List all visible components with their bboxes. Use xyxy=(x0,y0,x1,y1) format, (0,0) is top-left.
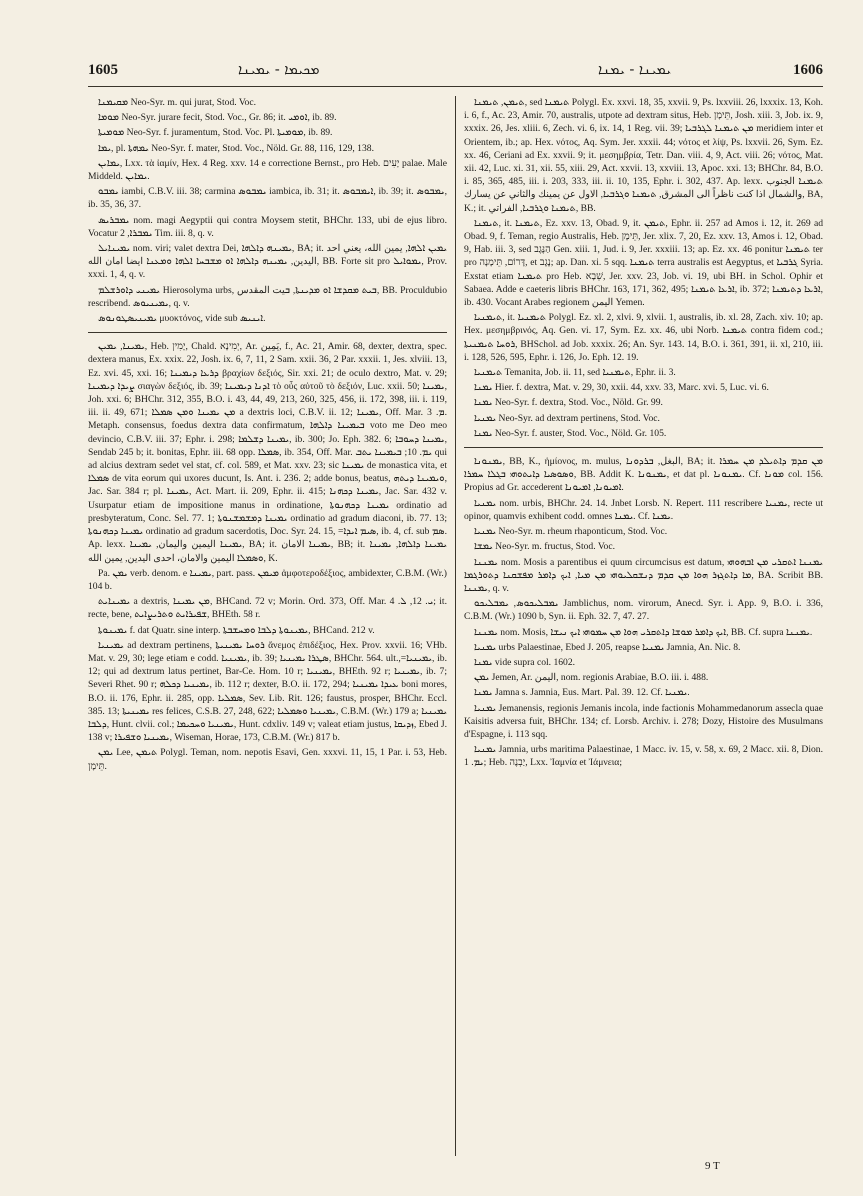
columns xyxy=(88,96,823,1156)
dictionary-entry: ܬܝܡܢܝܐ Temanita, Job. ii. 11, sed ܬܝܡܢܝܐ, Ephr. ii. 3. xyxy=(474,367,676,379)
dictionary-entry: ܡܘܡܝܬܐ Neo-Syr. f. juramentum, Stod. Voc. Pl. ܡܘܡܝܬܐ, ib. 89. xyxy=(98,127,333,139)
page-number-left: 1605 xyxy=(88,61,118,78)
dictionary-entry: ܝܡܢܢܐ nom. Mosis, ܐܝܟ ܕܐܡܪ ܡܘܫܐ ܕܐܬܩܪܝ ܗܘܐ ܡܢ ܚܡܘܗܝ ܐܝܟ ܢܝܫܐ, BB. Cf. supra ܝܡܢܢܐ. xyxy=(474,626,813,638)
dictionary-entry: ܝܡܐܝܢ, Lxx. τὰ ἰαμίν, Hex. 4 Reg. xxv. 14 e correctione Bernst., pro Heb. יָעִים palae. Male Middeld. ܝܡܐܝܢ. xyxy=(88,157,447,183)
dictionary-entry: ܝܡܒܪܝܣ nom. magi Aegyptii qui contra Moysem stetit, BHChr. 133, ubi de ejus libro. Vocatur ܝܡܒܪܐ, 2 Tim. iii. 8, q. v. xyxy=(88,214,447,239)
header-rule xyxy=(88,86,823,87)
dictionary-entry: ܝܡܢܐ Neo-Syr. f. auster, Stod. Voc., Nöld. Gr. 105. xyxy=(474,427,667,439)
dictionary-entry: ܝܡܒܠܝܟܘܣ, ܝܡܒܠܝܟܘ Jamblichus, nom. virorum, Anecd. Syr. i. App. 9, B.O. i. 336, C.B.M. (Wr.) 1090 b, Syn. ii. Eph. 32. 7, 47. 27. xyxy=(464,598,823,623)
dictionary-entry: ܝܡܢܝܐ urbs Palaestinae, Ebed J. 205, reapse ܝܡܢܝܐ Jamnia, An. Nic. 8. xyxy=(474,641,741,653)
dictionary-entry: ܝܡܝܢܘܬܐ f. dat Quatr. sine interp. ܝܡܝܢܘܬܐ ܕܠܒܐ ܘܡܚܫܒܬܐ, BHCand. 212 v. xyxy=(98,624,375,636)
dictionary-entry: ܝܡܢܢܐ nom. Mosis a parentibus ei quum circumcisus est datum, ܝܡܢܢܐ ܐܬܩܪܝ ܡܢ ܐܒܗܘܗܝ ܡܐ ܕܐܬܓܙܪ ܗܘܐ ܡܢ ܩܕܡ ܕܢܫܩܠܝܘܗܝ ܡܢ ܡܝܐ, ܐܝܟ ܕܐܡܪ ܡܦܫܩܢܐ ܕܬܘܪܓܡܐ, BA. Scribit BB. ܝܡܢܢܐ, q. v. xyxy=(464,556,823,594)
dictionary-entry: ܝܡܢܘܢܐ, BB, K., ἡμίονος, m. mulus, البغل, ܒܪܕܘܢܐ, BA; it. ܡܢ ܩܕܡ ܕܐܬܝܠܕ ܡܢ ܚܡܪܐ ܘܣܘܣܝܐ ܕܐܝܬܘܗܝ ܒܓܠܐ ܚܡܪܐ, BB. Addit K. ܝܡܢܘܢܐ, et dat pl. ܝܡܢܘܢܐ. Cf. ܡܘܢܐ col. 156. Propius ad Gr. accederent ܐܡܝܘܢܐ, ܐܡܝܘܢܐ. xyxy=(464,456,823,494)
dictionary-entry: ܝܡܢܐ Hier. f. dextra, Mat. v. 29, 30, xxii. 44, xxv. 33, Marc. xvi. 5, Luc. vi. 6. xyxy=(474,382,769,394)
dictionary-entry: ܝܡܢܝܐ Neo-Syr. m. rheum rhaponticum, Stod. Voc. xyxy=(474,526,668,538)
signature-mark: 9 T xyxy=(705,1160,720,1172)
dictionary-entry: ܝܡܢܝܐ Jamnia, urbs maritima Palaestinae, 1 Macc. iv. 15, v. 58, x. 69, 2 Macc. xii. 8, Dion. ܝܡ. 1; Heb. יַבְנֶה, Lxx. Ἰαμνία et Ἰάμνεια; xyxy=(464,744,823,769)
dictionary-entry: ܬܝܡܢܐ, it. ܬܝܡܢܐ, Ez. xxv. 13, Obad. 9, it. ܬܝܡܢ, Ephr. ii. 257 ad Amos i. 12, it. 269 ad Obad. 9, f. Teman, regio Australis, Heb. תֵּימָן, Jer. xlix. 7, 20, Ez. xxv. 13, Amos i. 12, Obad. 9, Hab. iii. 3, sed הַנֶּגֶב Gen. xiii. 1, Jud. i. 9, Jer. xxxiii. 13; ap. Ez. xx. 46 ponitur ܬܝܡܢܐ ter pro דָּרוֹם, תֵּימָנָה, et נֶגֶב; ap. Dan. xi. 5 sqq. ܬܝܡܢܐ terra australis est Aegyptus, et ܓܪܒܝܐ Syria. Exstat etiam ܬܝܡܢܐ pro Heb. שְׁבָא, Jer. xxv. 23, Job. vi. 19, ubi BH. in Schol. Ophir et Sabaea. Adde e caeteris libris BHChr. 163, 171, 362, 495; ܐܪܥܐ ܬܝܡܢܐ, ib. 372; ܐܪܥܐ ܕܬܝܡܢܐ, ib. 430. Vocant Arabes regionem اليمن Yemen. xyxy=(464,217,823,309)
dictionary-entry: ܬܝܡܢ, ܬܝܡܢܐ, sed ܬܝܡܢܐ Polygl. Ex. xxvi. 18, 35, xxvii. 9, Ps. lxxviii. 26, lxxxix. 13, Koh. i. 6, f., Ac. 23, Amir. 70, australis, utpote ad dextram situs, Heb. תֵּימָן, Josh. xiii. 3, Job. ix. 9, xxxix. 26, Jes. xliii. 6, Zech. vi. 6, ix. 14, 1 Reg. vii. 39; ܡܢ ܬܝܡܢܐ ܠܓܪܒܝܐ meridiem inter et Orientem, ib.; ap. Hex. νότος, Aq. Sym. Jer. xxxii. 44; νότος et λίψ, Ps. lxxvii. 26, Sym. Ez. xx. 46, Ceriani ad Ex. xxvii. 9; it. μεσημβρία, Tetr. Dan. viii. 4, 9, Act. viii. 26; νότος, Mat. xii. 42, Luc. xi. 31, xii. 55, xiii. 29, Act. xxvii. 13, xxviii. 13, Apoc. xxi. 13; BHChr. 84, B.O. i. 85, 365, 485, iii. i. 203, 333, iii. ii. 10, 135, Ephr. i. 302, 437. Ap. lexx. ܬܝܡܢܐ الجنوب والشمال اذا كنت ناظراً الى المشرق, ܬܝܡܢܐ ܘܓܪܒܝܐ, الاول عن يمينك والثاني عن يسارك, BA, K.; it. ܬܝܡܢܐ ܘܓܪܒܝܐ, الفراتي, BB. xyxy=(464,97,823,214)
page-number-right: 1606 xyxy=(793,61,823,78)
dictionary-entry: ܝܡܝܢܝܣܛܘܢܘܣ μυοκτόνος, vide sub ܐܝܢܝܣ. xyxy=(98,313,266,325)
dictionary-entry: ܝܡܢܝܐ Neo-Syr. ad dextram pertinens, Stod. Voc. xyxy=(474,412,660,424)
dictionary-entry: ܝܡܢܝܐ Jemanensis, regionis Jemanis incola, inde factionis Mohammedanorum assecla quae Kaisitis adversa fuit, BHChr. 134; cf. Lorsb. Archiv. i. 278; Dozy, Histoire des Musulmans d'Espagne, i. 113 sqq. xyxy=(464,702,823,740)
dictionary-entry: ܝܡܢܐ Jamna s. Jamnia, Eus. Mart. Pal. 39. 12. Cf. ܝܡܢܝܐ. xyxy=(474,687,690,699)
dictionary-entry: Pa. ܝܡܢ verb. denom. e ܝܡܝܢܐ, part. pass. ܡܝܡܢ ἀμφοτεροδέξιος, ambidexter, C.B.M. (Wr.) 104 b. xyxy=(88,567,448,592)
dictionary-entry: ܝܡܢ Lee, ܬܝܡܢ Polygl. Teman, nom. nepotis Esavi, Gen. xxxvi. 11, 15, 1 Par. i. 53, Heb. תֵּימָן. xyxy=(88,747,447,772)
running-title-left: ܡܟܝܡܐ - ܝܡܝܢܐ xyxy=(238,62,320,78)
dictionary-entry: ܝܡܐ, pl. ܝܡܗܬܐ Neo-Syr. f. mater, Stod. Voc., Nöld. Gr. 88, 116, 129, 138. xyxy=(98,142,374,154)
dictionary-entry: ܬܝܡܢܝܐ, it. ܬܝܡܢܝܐ Polygl. Ez. xl. 2, xlvi. 9, xlvii. 1, australis, ib. xl. 28, Zach. xiv. 10; ap. Hex. μεσημβρινός, Aq. Gen. vi. 17, Sym. Ez. xx. 46, ubi Norb. ܬܝܡܢܐ contra fidem cod.; ܪܘܚܐ ܬܝܡܢܝܬܐ, BHSchol. ad Job. xxxix. 26; An. Syr. 143. 14, B.O. i. 361, 391, ii. xl, 210, iii. i. 128, 526, 595, Ephr. i. 126, Jo. Eph. 12. 19. xyxy=(464,312,823,363)
running-head xyxy=(88,58,823,82)
running-title-right: ܝܡܝܢܐ - ܝܡܢܐ xyxy=(598,62,672,78)
dictionary-entry: ܡܘܡܐ Neo-Syr. jurare fecit, Stod. Voc., Gr. 86; it. ܐܘܡܝ, ib. 89. xyxy=(98,112,337,124)
right-column xyxy=(455,96,823,1156)
dictionary-entry: ܝܡܢܐ Neo-Syr. f. dextra, Stod. Voc., Nöld. Gr. 99. xyxy=(474,397,663,409)
left-column xyxy=(88,96,455,1156)
dictionary-entry: ܝܡܝܢܐܝܬ a dextris, ܡܢ ܝܡܝܢܐ, BHCand. 72 v; Morin. Ord. 373, Off. Mar. ܝ. 12, ܠ. 4; it. recte, bene, ܫܦܝܪܐܝܬ ܘܬܪܝܨܐܝܬ, BHEth. 58 r. xyxy=(88,596,447,621)
dictionary-entry: ܝܡܝܢܝ ܕܐܘܪܫܠܡ Hierosolyma urbs, ܒܝܬ ܡܩܕܫܐ ܐܘ ܡܕܝܢܬܐ, ܒيت المقدس, BB. Proculdubio rescribend. ܝܡܝܢܝܘܣ, q. v. xyxy=(88,284,448,309)
dictionary-entry: ܝܡܝܢܝܐ ad dextram pertinens, ܪܘܚܐ ܝܡܝܢܝܬܐ ἄνεμος ἐπιδέξιος, Hex. Prov. xxvii. 16; VHb. Mat. v. 29, 30; lege etiam e codd. ܝܡܝܢܝܐ, ib. 39; ܣܛܪܐ ܝܡܝܢܝܐ, BHChr. 564. ult.,=ܝܡܝܢܝܐ, ib. 12; qui ad dextrum latus pertinet, Bar-Ce. Hom. 10 r; ܝܡܝܢܝܐ, BHEth. 92 r; ܝܡܝܢܝܐ, ib. 7; Severi Rhet. 90 r; ܝܡܝܢܝܐ ܕܟܠܗ, ib. 112 r; dexter, B.O. ii. 172, 294; ܥܝܕܐ ܝܡܝܢܝܐ boni mores, B.O. ii. 176, Ephr. ii. 285, opp. ܣܡܠܝܐ, Sev. Lib. Rit. 126; faustus, prosper, BHChr. Eccl. 385. 13; ܝܡܝܢܝܬܐ res felices, C.S.B. 27, 248, 622; ܝܡܝܢܝܐ ܘܣܡܠܝܐ, C.B.M. (Wr.) 179 a; ܝܡܝܢܝܐ ܕܠܒܐ, Hunt. clvii. col.; ܝܡܝܢܝܐ ܘܚܟܝܡܐ, Hunt. cdxliv. 149 v; valeat etiam justus, ܙܕܝܩܐ, Ebed J. 138 v; ܝܡܝܢܝܐ ܘܫܦܝܪܐ, Wiseman, Horae, 173, C.B.M. (Wr.) 817 b. xyxy=(88,639,448,744)
dictionary-entry: ܝܡܒܘ iambi, C.B.V. iii. 38; carmina ܝܡܒܘܣ iambica, ib. 31; it. ܐܝܡܒܘܣ, ib. 39; it. ܝܡܒܘܣ, ib. 35, 36, 37. xyxy=(88,186,447,211)
dictionary-entry: ܡܩܝܡܢܐ Neo-Syr. m. qui jurat, Stod. Voc. xyxy=(98,97,257,108)
section-divider xyxy=(464,447,823,448)
dictionary-entry: ܝܡܝܢܐܝܠ nom. viri; valet dextra Dei, ܝܡܝܢܗ ܕܐܠܗܐ, BA; it. ܝܡܝܢ ܐܠܗܐ, يمين الله، يعني احد اليدين, ܝܡܝܢܗ ܕܐܠܗܐ ܐܘ ܡܫܒܚܐ ܐܠܗܐ ܘܡܥܢܐ ايضا امان الله, BB. Forte sit pro ܝܡܘܐܝܠ, Prov. xxxi. 1, 4, q. v. xyxy=(88,243,447,281)
dictionary-entry: ܝܡܫܐ Neo-Syr. m. fructus, Stod. Voc. xyxy=(474,541,615,553)
dictionary-entry: ܝܡܢܝܐ nom. urbis, BHChr. 24. 14. Jnbet Lorsb. N. Repert. 111 rescribere ܝܡܢܝܐ, recte ut opinor, quamvis exhibent codd. omnes ܝܡܢܐ. Cf. ܝܡܢܐ. xyxy=(464,497,823,522)
dictionary-entry: ܝܡܢ Jemen, Ar. اليمن, nom. regionis Arabiae, B.O. iii. i. 488. xyxy=(474,672,709,684)
dictionary-entry: ܝܡܢܐ vide supra col. 1602. xyxy=(474,656,576,668)
section-divider xyxy=(88,332,447,333)
dictionary-entry: ܝܡܝܢܐ, ܝܡܝܢ, Heb. יָמִין, Chald. יְמִינָא, Ar. يَمِين, f., Ac. 21, Amir. 68, dexter, dextra, spec. dextera manus, Ex. xxix. 22, Josh. ix. 6, 7, 11, 2 Sam. xxii. 36, 2 Par. xxxii. 1, Jes. xlviii. 13, Ez. xvi. 45, xxi. 16; ܕܪܥܐ ܕܝܡܝܢܐ βραχίων δεξιός, Sir. xxi. 21; de oculo dextro, Mat. v. 29; ܨܝܕܐ ܕܝܡܝܢܐ σιαγὼν δεξιός, ib. 39; ܐܕܢܐ ܕܝܡܝܢܐ τὸ οὖς αὐτοῦ τὸ δεξιόν, Luc. xxii. 50; ܝܡܝܢܐ, Joh. xxi. 6; BHChr. 312, 355, B.O. i. 43, 44, 49, 213, 260, 325, 456, ii. 172, 398, iii. i. 119, iii. ii. 49, 671; ܡܢ ܝܡܝܢܐ ܘܡܢ ܣܡܠܐ a dextris loci, C.B.V. ii. 12; ܝܡܝܢܐ, Off. Mar. ܡ. 3. Metaph. consensus, foedus dextra data confirmatum, ܒܝܡܝܢܐ ܕܐܠܗܐ voto me Deo meo devincio, C.B.V. iii. 37; Ephr. i. 298; ܝܡܝܢܐ ܕܫܠܡܐ, ib. 300; Jo. Eph. 382. 6; ܝܡܝܢܐ ܕܚܘܒܐ, Sendab 245 b; it. bonitas, Ephr. iii. 68 opp. ܣܡܠܐ, ib. 354, Off. Mar. ܝܡ. 10; ܒܝܡܝܢܐ ܝܬܒ qui ad alcius dextram sedet vel stat, cf. col. 589, et Mat. xxv. 23; sic ܝܡܝܢܐ de monastica vita, et ܣܡܠܐ de vita eorum qui uxores ducunt, Is. Ant. i. 236. 2; adde bonus, beatus, ܘܝܡܝܢܐ ܕܝܬܗ, Jac. Sar. 384 r; pl. ܝܡܝܢܐ, Act. Mart. ii. 209, Ephr. ii. 415; ܝܡܝܢܐ ܕܟܗܢܐ, Jac. Sar. 432 v. Usurpatur etiam de impositione manus in ordinatione, ܝܡܝܢܐ ܕܟܗܢܘܬܐ ordinatio ad presbyteratum, Conc. Sel. 77. 1; ܝܡܝܢܐ ܕܡܫܡܫܢܘܬܐ ordinatio ad gradum diaconi, ib. 77. 13; ܝܡܝܢܐ ܕܟܗܢܘܬܐ ordinatio ad gradum sacerdotis, Doc. Syr. 24. 15, =ܣܝܡ ܐܝܕܐ, ib. 4, cf. sub ܣܡ. Ap. lexx. ܝܡܝܢܐ اليمين واليمان, ܝܡܝܢܐ, BA; it. ܝܡܝܢܐ الامان, BB; it. ܝܡܝܢܐ ܕܐܠܗܐ, ܝܡܝܢܐ ܘܣܡܠܐ اليمين والامان، احدى اليدين, يمين الله, K. xyxy=(88,341,448,564)
